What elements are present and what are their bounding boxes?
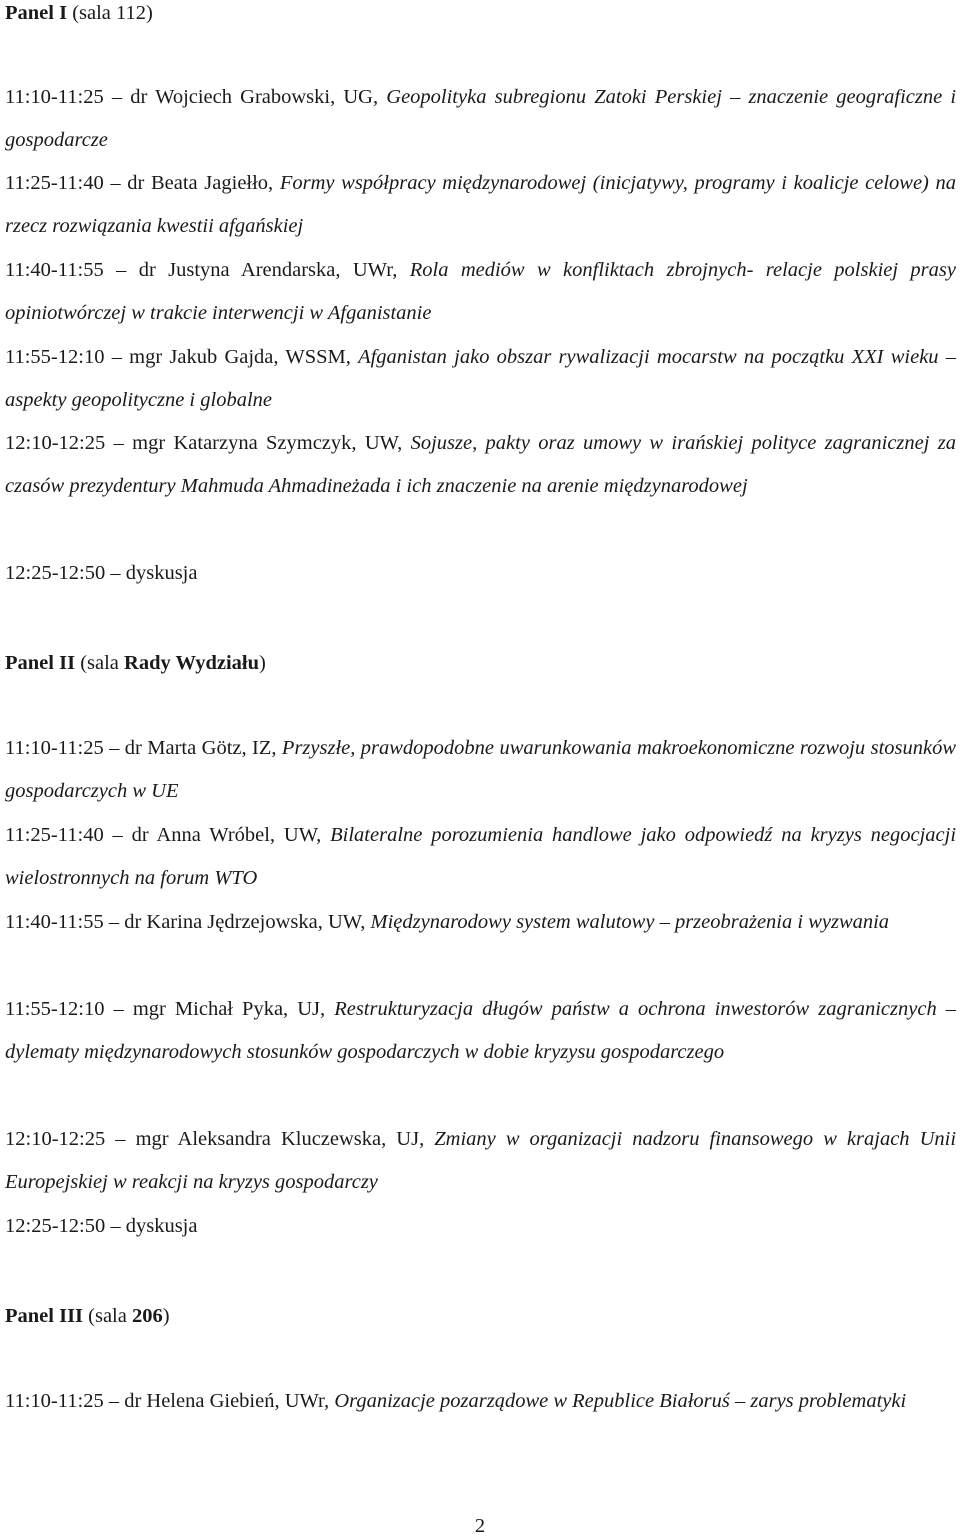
entry-title: Formy współpracy międzynarodowej (inicjatywy, programy i koalicje celowe) na rzecz rozwiązania kwestii afgańskiej: [5, 172, 957, 238]
entry-time: 11:25-11:40: [5, 172, 104, 194]
panel-1-entry-3: 11:40-11:55 – dr Justyna Arendarska, UWr, Rola mediów w konfliktach zbrojnych- relacje polskiej prasy opiniotwórczej w trakcie interwencji w Afganistanie: [5, 259, 956, 325]
entry-title: Przyszłe, prawdopodobne uwarunkowania makroekonomiczne rozwoju stosunków gospodarczych w UE: [5, 737, 957, 803]
entry-title: Zmiany w organizacji nadzoru finansowego w krajach Unii Europejskiej w reakcji na kryzys gospodarczy: [5, 1128, 957, 1194]
entry-time: 11:25-11:40: [5, 824, 104, 846]
entry-time: 12:25-12:50: [5, 1215, 106, 1237]
entry-time: 11:10-11:25: [5, 737, 104, 759]
entry-speaker: mgr Katarzyna Szymczyk, UW,: [132, 432, 403, 454]
panel-1-discussion: 12:25-12:50 – dyskusja: [5, 562, 198, 584]
entry-title: Restrukturyzacja długów państw a ochrona inwestorów zagranicznych – dylematy międzynarodowych stosunków gospodarczych w dobie kryzysu gospodarczego: [5, 998, 957, 1064]
entry-title: Geopolityka subregionu Zatoki Perskiej – znaczenie geograficzne i gospodarcze: [5, 86, 957, 152]
panel-2-room: Rady Wydziału: [124, 652, 260, 674]
entry-speaker: dr Karina Jędrzejowska, UW,: [124, 911, 366, 933]
panel-3-heading: Panel III (sala 206): [5, 1305, 170, 1327]
panel-3-room-prefix: (sala: [83, 1305, 132, 1327]
panel-3-room: 206: [131, 1305, 163, 1327]
panel-1-entry-4: 11:55-12:10 – mgr Jakub Gajda, WSSM, Afganistan jako obszar rywalizacji mocarstw na początku XXI wieku – aspekty geopolityczne i globalne: [5, 346, 957, 412]
entry-speaker: dr Marta Götz, IZ,: [124, 737, 277, 759]
entry-speaker: mgr Aleksandra Kluczewska, UJ,: [135, 1128, 425, 1150]
entry-speaker: mgr Jakub Gajda, WSSM,: [129, 346, 351, 368]
entry-title: Afganistan jako obszar rywalizacji mocarstw na początku XXI wieku – aspekty geopolityczne i globalne: [5, 346, 957, 412]
panel-1-heading: [5, 0, 153, 26]
entry-speaker: mgr Michał Pyka, UJ,: [132, 998, 326, 1020]
entry-speaker: dr Anna Wróbel, UW,: [131, 824, 322, 846]
entry-time: 12:10-12:25: [5, 1128, 106, 1150]
panel-3-label: Panel III: [5, 1305, 84, 1327]
entry-speaker: dyskusja: [125, 562, 198, 584]
panel-2-entry-3: 11:40-11:55 – dr Karina Jędrzejowska, UW, Międzynarodowy system walutowy – przeobrażenia i wyzwania: [5, 911, 890, 933]
panel-2-entry-5: 12:10-12:25 – mgr Aleksandra Kluczewska, UJ, Zmiany w organizacji nadzoru finansowego w krajach Unii Europejskiej w reakcji na kryzys gospodarczy: [5, 1128, 957, 1194]
entry-time: 11:10-11:25: [5, 86, 104, 108]
entry-time: 12:10-12:25: [5, 432, 106, 454]
entry-title: Międzynarodowy system walutowy – przeobrażenia i wyzwania: [370, 911, 890, 933]
entry-speaker: dr Wojciech Grabowski, UG,: [130, 86, 379, 108]
entry-title: Sojusze, pakty oraz umowy w irańskiej polityce zagranicznej za czasów prezydentury Mahmuda Ahmadineżada i ich znaczenie na arenie międzynarodowej: [5, 432, 956, 498]
panel-1-room: (sala 112): [67, 2, 153, 24]
panel-1-entry-1: 11:10-11:25 – dr Wojciech Grabowski, UG, Geopolityka subregionu Zatoki Perskiej – znaczenie geograficzne i gospodarcze: [5, 86, 957, 152]
entry-title: Rola mediów w konfliktach zbrojnych- relacje polskiej prasy opiniotwórczej w trakcie interwencji w Afganistanie: [5, 259, 956, 325]
entry-time: 11:55-12:10: [5, 998, 105, 1020]
entry-speaker: dr Helena Giebień, UWr,: [124, 1390, 330, 1412]
entry-time: 11:40-11:55: [5, 911, 104, 933]
entry-title: Organizacje pozarządowe w Republice Białoruś – zarys problematyki: [334, 1390, 907, 1412]
entry-time: 12:25-12:50: [5, 562, 106, 584]
panel-1-entry-5: 12:10-12:25 – mgr Katarzyna Szymczyk, UW, Sojusze, pakty oraz umowy w irańskiej polityce zagranicznej za czasów prezydentury Mahmuda Ahmadineżada i ich znaczenie na arenie międzynarodowej: [5, 432, 956, 498]
entry-time: 11:40-11:55: [5, 259, 104, 281]
panel-2-room-prefix: (sala: [75, 652, 125, 674]
entry-title: Bilateralne porozumienia handlowe jako odpowiedź na kryzys negocjacji wielostronnych na forum WTO: [5, 824, 957, 890]
panel-2-heading: Panel II (sala Rady Wydziału): [5, 652, 266, 674]
panel-2-entry-2: 11:25-11:40 – dr Anna Wróbel, UW, Bilateralne porozumienia handlowe jako odpowiedź na kryzys negocjacji wielostronnych na forum WTO: [5, 824, 957, 890]
panel-2-entry-4: 11:55-12:10 – mgr Michał Pyka, UJ, Restrukturyzacja długów państw a ochrona inwestorów zagranicznych – dylematy międzynarodowych stosunków gospodarczych w dobie kryzysu gospodarczego: [5, 998, 957, 1064]
entry-speaker: dr Justyna Arendarska, UWr,: [138, 259, 398, 281]
entry-time: 11:10-11:25: [5, 1390, 104, 1412]
panel-1-label: Panel I: [5, 2, 68, 24]
panel-3-entry-1: 11:10-11:25 – dr Helena Giebień, UWr, Organizacje pozarządowe w Republice Białoruś – zarys problematyki: [5, 1390, 907, 1412]
panel-2-label: Panel II: [5, 652, 76, 674]
panel-2-entry-1: 11:10-11:25 – dr Marta Götz, IZ, Przyszłe, prawdopodobne uwarunkowania makroekonomiczne rozwoju stosunków gospodarczych w UE: [5, 737, 957, 803]
page-number: 2: [474, 1515, 486, 1537]
entry-speaker: dyskusja: [125, 1215, 198, 1237]
entry-speaker: dr Beata Jagiełło,: [127, 172, 274, 194]
panel-1-entry-2: 11:25-11:40 – dr Beata Jagiełło, Formy współpracy międzynarodowej (inicjatywy, programy i koalicje celowe) na rzecz rozwiązania kwestii afgańskiej: [5, 172, 957, 238]
panel-2-discussion: 12:25-12:50 – dyskusja: [5, 1215, 198, 1237]
entry-time: 11:55-12:10: [5, 346, 105, 368]
